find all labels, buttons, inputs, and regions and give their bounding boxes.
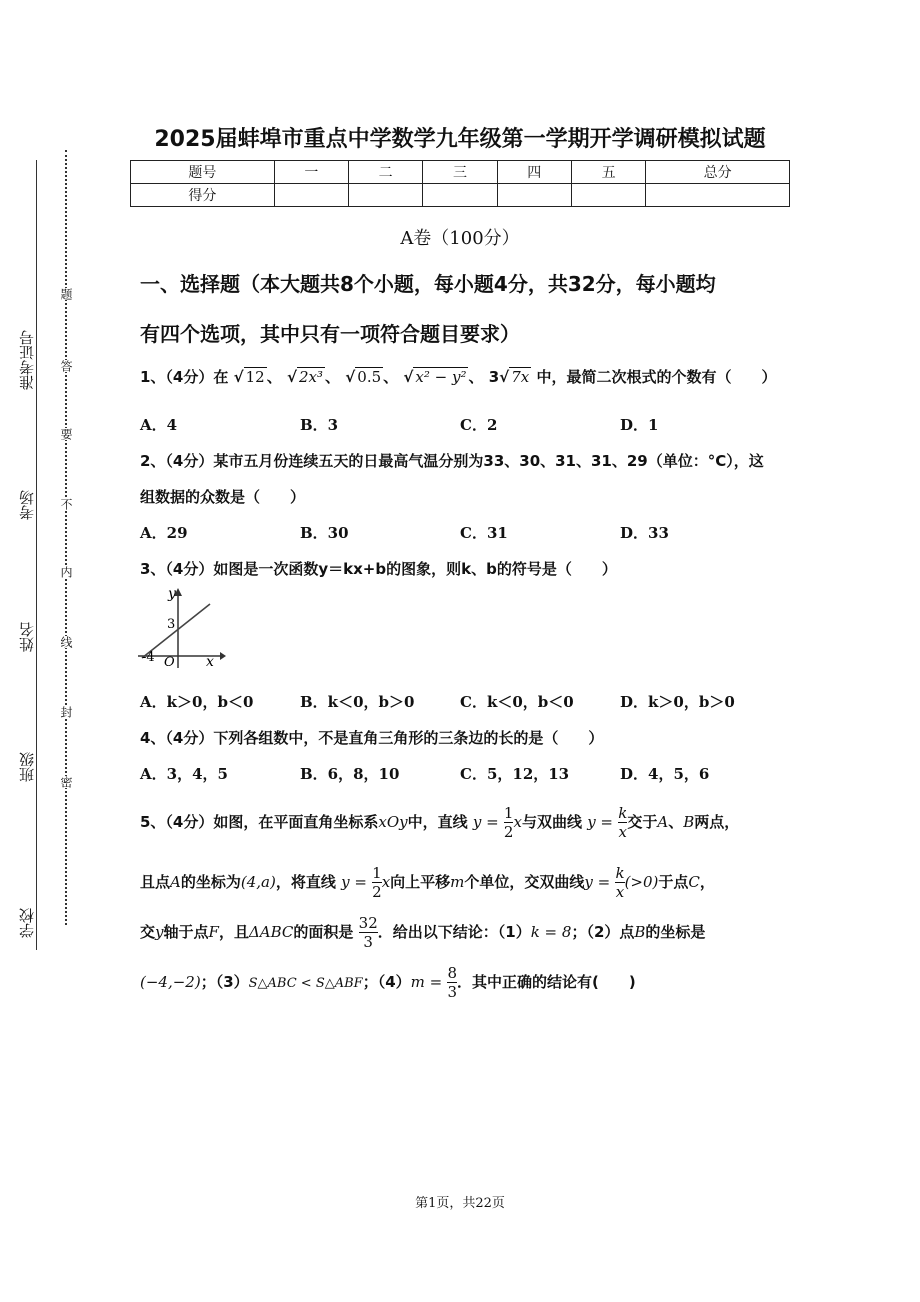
table-cell: 一 [274,161,348,184]
denominator: 3 [447,983,457,1001]
text: 轴于点 [163,923,209,941]
question-2-line2: 组数据的众数是（ ） [140,488,306,506]
seal-char: 要 [59,428,73,440]
option-d[interactable]: D．33 [620,524,669,542]
seal-char: 答 [59,360,73,372]
denominator: x [615,883,625,901]
math-var: x [381,873,391,891]
text: ．其中正确的结论有( ) [456,973,636,991]
math-expr: (−4,−2) [140,973,201,991]
math-expr: k = 8 [530,923,572,941]
option-b[interactable]: B．6，8，10 [300,765,400,783]
denominator: x [618,823,628,841]
numerator: 1 [372,864,382,882]
question-4: 4、（4分）下列各组数中，不是直角三角形的三条边的长的是（ ） [140,729,604,747]
binding-line [36,160,37,950]
math-expr: (>0) [624,873,659,891]
numerator: 32 [358,914,378,932]
option-b[interactable]: B．k＜0，b＞0 [300,693,415,711]
radicand: 12 [245,368,265,386]
label-exam-room: 考场 [18,490,36,520]
label-class: 班级 [18,752,36,782]
score-cell[interactable] [423,184,497,207]
origin-label: O [164,655,175,670]
option-b[interactable]: B．3 [300,416,339,434]
sqrt-expr: √ 12 [233,368,265,386]
math-expr: ΔABC [248,923,294,941]
question-5-line1 [140,804,739,841]
denominator: 2 [503,823,514,841]
table-cell: 总分 [646,161,790,184]
math-var: B [634,923,646,941]
math-expr: m = [410,973,443,991]
math-var: x [513,813,522,831]
page-title: 2025届蚌埠市重点中学数学九年级第一学期开学调研模拟试题 [154,127,766,152]
text: 5、（4分）如图，在平面直角坐标系 [140,813,379,831]
label-school: 学校 [18,908,36,938]
separator: 、 [266,368,282,386]
math-expr: y = [472,813,499,831]
radicand: 2x³ [298,368,324,386]
fraction-m [447,964,457,1001]
separator: 、 [383,368,399,386]
seal-char: 线 [59,636,73,648]
coefficient: 3 [488,368,500,386]
numerator: 1 [503,804,514,822]
text: 向上平移 [390,873,451,891]
math-expr: (4,a) [240,873,276,891]
math-var: C [688,873,700,891]
text: 个单位，交双曲线 [464,873,585,891]
denominator: 3 [363,933,373,951]
seal-char: 密 [59,776,73,788]
math-var: B [683,813,695,831]
seal-char: 不 [59,498,73,510]
option-d[interactable]: D．1 [620,416,659,434]
question-3: 3、（4分）如图是一次函数y＝kx+b的图象，则k、b的符号是（ ） [140,560,617,578]
score-table [130,160,790,207]
option-a[interactable]: A．3，4，5 [140,765,228,783]
radicand: 7x [511,368,530,386]
section-heading-line2: 有四个选项，其中只有一项符合题目要求） [140,322,520,346]
sqrt-expr: √ 7x [499,368,530,386]
text: ；（2）点 [571,923,635,941]
option-a[interactable]: A．29 [140,524,188,542]
table-cell: 五 [571,161,645,184]
seal-char: 内 [59,566,73,578]
text: 中，直线 [407,813,468,831]
label-name: 姓名 [18,622,36,652]
math-expr: y = [341,873,367,891]
text: 交于 [627,813,658,831]
score-cell[interactable] [349,184,423,207]
math-var: A [657,813,669,831]
text: ．给出以下结论：（1） [377,923,531,941]
question-5-line3 [140,914,705,951]
text: 的坐标是 [645,923,706,941]
x-intercept-label: -4 [142,650,155,665]
math-var: F [208,923,219,941]
sqrt-expr: √ x² − y² [403,368,467,386]
numerator: k [618,804,628,822]
option-c[interactable]: C．31 [460,524,508,542]
text: 于点 [658,873,689,891]
score-cell[interactable] [497,184,571,207]
text: ；（4） [362,973,411,991]
linear-function-graph [136,586,226,670]
option-a[interactable]: A．4 [140,416,178,434]
fraction-half [372,864,382,901]
math-var: A [170,873,181,891]
text: 两点， [694,813,740,831]
x-axis-arrow [220,652,226,660]
score-table-header-row [131,161,790,184]
question-5-line4 [140,964,636,1001]
numerator: 8 [447,964,457,982]
score-cell[interactable] [571,184,645,207]
table-cell: 题号 [131,161,275,184]
math-expr: S△ABC < S△ABF [248,976,363,991]
math-var: m [450,873,465,891]
option-b[interactable]: B．30 [300,524,349,542]
score-cell[interactable] [646,184,790,207]
question-5-line2 [140,864,715,901]
table-cell: 得分 [131,184,275,207]
option-d[interactable]: D．4，5，6 [620,765,710,783]
fraction-area [359,914,378,951]
math-expr: y = [584,873,611,891]
text: ；（3） [200,973,249,991]
separator: 、 [325,368,341,386]
math-expr: y = [587,813,613,831]
score-table-score-row [131,184,790,207]
text: 且点 [140,873,171,891]
radicand: 0.5 [357,368,382,386]
seal-char: 封 [59,706,73,718]
q1-suffix: 中，最简二次根式的个数有（ ） [536,368,777,386]
table-cell: 二 [349,161,423,184]
x-axis-label: x [206,654,214,670]
radicand: x² − y² [415,368,467,386]
text: 交 [140,923,156,941]
option-c[interactable]: C．2 [460,416,498,434]
numerator: k [615,864,625,882]
text: ， [699,873,715,891]
separator: 、 [468,368,484,386]
question-2-line1: 2、（4分）某市五月份连续五天的日最高气温分别为33、30、31、31、29（单位：°C），这 [140,452,764,470]
fraction-k-over-x [618,804,627,841]
math-var: y [155,923,164,941]
text: ，将直线 [275,873,336,891]
text: ，且 [218,923,249,941]
seal-dotted-line [65,150,67,925]
score-cell[interactable] [274,184,348,207]
option-c[interactable]: C．k＜0，b＜0 [460,693,574,711]
q1-prefix: 1、（4分）在 [140,368,229,386]
y-axis-label: y [168,586,176,602]
text: 的坐标为 [180,873,241,891]
question-1 [140,366,776,387]
volume-heading: A卷（100分） [400,228,520,249]
section-heading-line1: 一、选择题（本大题共8个小题，每小题4分，共32分，每小题均 [140,272,716,296]
option-c[interactable]: C．5，12，13 [460,765,570,783]
text: 与双曲线 [521,813,582,831]
sqrt-expr: √ 0.5 [345,368,382,386]
fraction-k-over-x [615,864,624,901]
page-footer: 第1页，共22页 [415,1196,505,1211]
y-intercept-label: 3 [167,617,176,632]
sqrt-expr: √ 2x³ [286,368,324,386]
text: 的面积是 [293,923,354,941]
denominator: 2 [372,883,382,901]
option-a[interactable]: A．k＞0，b＜0 [140,693,254,711]
table-cell: 三 [423,161,497,184]
separator: 、 [668,813,684,831]
label-exam-number: 准考证号 [18,330,36,390]
option-d[interactable]: D．k＞0，b＞0 [620,693,735,711]
table-cell: 四 [497,161,571,184]
seal-char: 题 [59,288,73,300]
math-var: xOy [378,813,408,831]
